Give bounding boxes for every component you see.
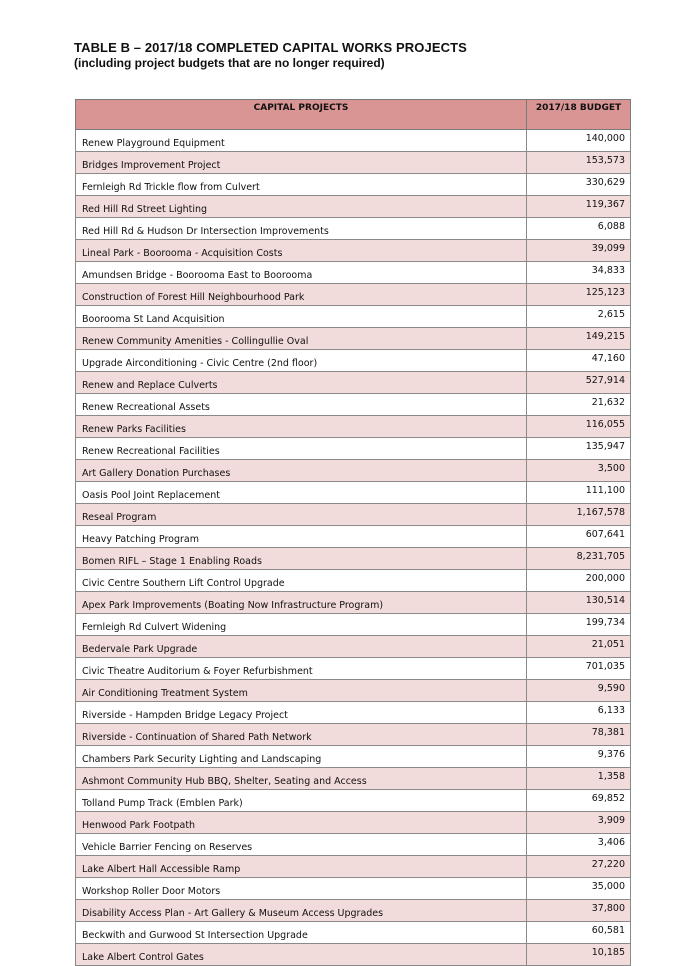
capital-projects-table	[75, 99, 631, 966]
project-name-cell: Renew Recreational Facilities	[76, 438, 527, 460]
project-name-cell: Red Hill Rd Street Lighting	[76, 196, 527, 218]
table-row	[76, 702, 631, 724]
budget-cell: 21,632	[527, 394, 631, 416]
table-row	[76, 614, 631, 636]
project-name-cell: Ashmont Community Hub BBQ, Shelter, Seating and Access	[76, 768, 527, 790]
project-name-cell: Heavy Patching Program	[76, 526, 527, 548]
budget-cell: 34,833	[527, 262, 631, 284]
table-row	[76, 328, 631, 350]
project-name-cell: Henwood Park Footpath	[76, 812, 527, 834]
column-header-budget: 2017/18 BUDGET	[527, 100, 631, 130]
budget-cell: 1,167,578	[527, 504, 631, 526]
table-row	[76, 438, 631, 460]
project-name-cell: Lineal Park - Boorooma - Acquisition Costs	[76, 240, 527, 262]
budget-cell: 69,852	[527, 790, 631, 812]
table-row	[76, 548, 631, 570]
table-row	[76, 526, 631, 548]
table-row	[76, 504, 631, 526]
table-body	[76, 130, 631, 966]
table-row	[76, 306, 631, 328]
project-name-cell: Civic Centre Southern Lift Control Upgrade	[76, 570, 527, 592]
table-row	[76, 812, 631, 834]
table-row	[76, 834, 631, 856]
project-name-cell: Tolland Pump Track (Emblen Park)	[76, 790, 527, 812]
project-name-cell: Red Hill Rd & Hudson Dr Intersection Improvements	[76, 218, 527, 240]
project-name-cell: Upgrade Airconditioning - Civic Centre (2nd floor)	[76, 350, 527, 372]
project-name-cell: Air Conditioning Treatment System	[76, 680, 527, 702]
budget-cell: 116,055	[527, 416, 631, 438]
table-row	[76, 262, 631, 284]
table-header-row	[76, 100, 631, 130]
table-row	[76, 218, 631, 240]
table-row	[76, 482, 631, 504]
project-name-cell: Workshop Roller Door Motors	[76, 878, 527, 900]
project-name-cell: Amundsen Bridge - Boorooma East to Boorooma	[76, 262, 527, 284]
budget-cell: 125,123	[527, 284, 631, 306]
budget-cell: 9,590	[527, 680, 631, 702]
project-name-cell: Bomen RIFL – Stage 1 Enabling Roads	[76, 548, 527, 570]
budget-cell: 1,358	[527, 768, 631, 790]
table-row	[76, 416, 631, 438]
project-name-cell: Renew Playground Equipment	[76, 130, 527, 152]
project-name-cell: Bridges Improvement Project	[76, 152, 527, 174]
table-row	[76, 680, 631, 702]
page-subtitle: (including project budgets that are no longer required)	[74, 56, 385, 70]
column-header-projects: CAPITAL PROJECTS	[76, 100, 527, 130]
project-name-cell: Riverside - Hampden Bridge Legacy Project	[76, 702, 527, 724]
budget-cell: 527,914	[527, 372, 631, 394]
table-row	[76, 768, 631, 790]
table-row	[76, 570, 631, 592]
table-row	[76, 284, 631, 306]
project-name-cell: Disability Access Plan - Art Gallery & Museum Access Upgrades	[76, 900, 527, 922]
table-row	[76, 196, 631, 218]
budget-cell: 701,035	[527, 658, 631, 680]
project-name-cell: Renew Parks Facilities	[76, 416, 527, 438]
table-row	[76, 394, 631, 416]
project-name-cell: Chambers Park Security Lighting and Landscaping	[76, 746, 527, 768]
budget-cell: 39,099	[527, 240, 631, 262]
project-name-cell: Boorooma St Land Acquisition	[76, 306, 527, 328]
project-name-cell: Construction of Forest Hill Neighbourhood Park	[76, 284, 527, 306]
budget-cell: 8,231,705	[527, 548, 631, 570]
budget-cell: 27,220	[527, 856, 631, 878]
budget-cell: 119,367	[527, 196, 631, 218]
table-row	[76, 174, 631, 196]
table-row	[76, 790, 631, 812]
budget-cell: 9,376	[527, 746, 631, 768]
table-row	[76, 724, 631, 746]
table-row	[76, 922, 631, 944]
project-name-cell: Civic Theatre Auditorium & Foyer Refurbishment	[76, 658, 527, 680]
project-name-cell: Renew Community Amenities - Collingullie Oval	[76, 328, 527, 350]
table-row	[76, 152, 631, 174]
table-row	[76, 856, 631, 878]
table-row	[76, 900, 631, 922]
project-name-cell: Lake Albert Control Gates	[76, 944, 527, 966]
budget-cell: 47,160	[527, 350, 631, 372]
budget-cell: 149,215	[527, 328, 631, 350]
budget-cell: 130,514	[527, 592, 631, 614]
table-row	[76, 878, 631, 900]
project-name-cell: Riverside - Continuation of Shared Path Network	[76, 724, 527, 746]
budget-cell: 3,909	[527, 812, 631, 834]
budget-cell: 3,406	[527, 834, 631, 856]
budget-cell: 6,133	[527, 702, 631, 724]
table-row	[76, 350, 631, 372]
table-row	[76, 460, 631, 482]
table-row	[76, 658, 631, 680]
project-name-cell: Fernleigh Rd Trickle flow from Culvert	[76, 174, 527, 196]
budget-cell: 21,051	[527, 636, 631, 658]
table-row	[76, 746, 631, 768]
budget-cell: 78,381	[527, 724, 631, 746]
table-row	[76, 592, 631, 614]
project-name-cell: Fernleigh Rd Culvert Widening	[76, 614, 527, 636]
project-name-cell: Reseal Program	[76, 504, 527, 526]
project-name-cell: Beckwith and Gurwood St Intersection Upgrade	[76, 922, 527, 944]
project-name-cell: Renew and Replace Culverts	[76, 372, 527, 394]
project-name-cell: Vehicle Barrier Fencing on Reserves	[76, 834, 527, 856]
table-row	[76, 240, 631, 262]
project-name-cell: Renew Recreational Assets	[76, 394, 527, 416]
budget-cell: 153,573	[527, 152, 631, 174]
project-name-cell: Lake Albert Hall Accessible Ramp	[76, 856, 527, 878]
budget-cell: 60,581	[527, 922, 631, 944]
page-title: TABLE B – 2017/18 COMPLETED CAPITAL WORKS PROJECTS	[74, 40, 467, 55]
budget-cell: 135,947	[527, 438, 631, 460]
table-row	[76, 130, 631, 152]
project-name-cell: Bedervale Park Upgrade	[76, 636, 527, 658]
budget-cell: 330,629	[527, 174, 631, 196]
budget-cell: 3,500	[527, 460, 631, 482]
project-name-cell: Oasis Pool Joint Replacement	[76, 482, 527, 504]
budget-cell: 200,000	[527, 570, 631, 592]
budget-cell: 199,734	[527, 614, 631, 636]
budget-cell: 607,641	[527, 526, 631, 548]
budget-cell: 140,000	[527, 130, 631, 152]
budget-cell: 35,000	[527, 878, 631, 900]
budget-cell: 111,100	[527, 482, 631, 504]
budget-cell: 2,615	[527, 306, 631, 328]
project-name-cell: Apex Park Improvements (Boating Now Infrastructure Program)	[76, 592, 527, 614]
table-row	[76, 372, 631, 394]
budget-cell: 10,185	[527, 944, 631, 966]
table-row	[76, 636, 631, 658]
budget-cell: 37,800	[527, 900, 631, 922]
project-name-cell: Art Gallery Donation Purchases	[76, 460, 527, 482]
budget-cell: 6,088	[527, 218, 631, 240]
